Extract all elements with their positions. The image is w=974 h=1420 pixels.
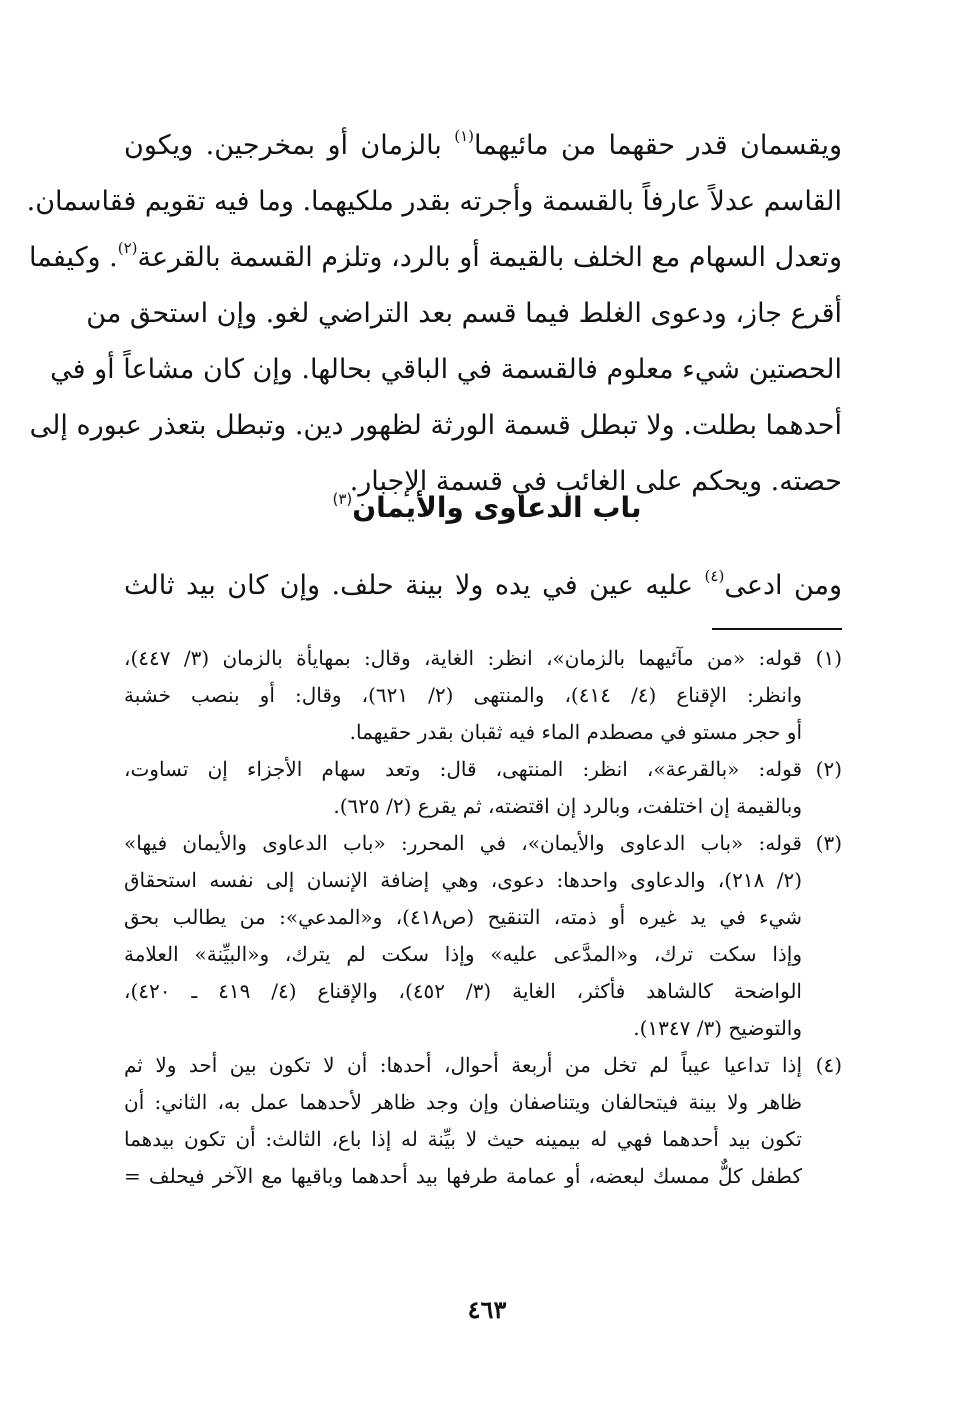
footnote-line: قوله: «باب الدعاوى والأيمان»، في المحرر: «باب الدعاوى والأيمان فيها»: [124, 831, 802, 855]
main-line-5: الحصتين شيء معلوم فالقسمة في الباقي بحالها. وإن كان مشاعاً أو في: [50, 354, 842, 385]
footnote-line: شيء في يد غيره أو ذمته، التنقيح (ص٤١٨)، و«المدعي»: من يطالب بحق: [124, 905, 803, 929]
footnote-marker-1: (١): [454, 127, 475, 145]
footnote-marker-3: (٣): [332, 490, 353, 508]
chapter-body: [124, 558, 842, 614]
footnote-4: [124, 1047, 842, 1195]
main-line-7: حصته. ويحكم على الغائب في قسمة الإجبار.: [349, 466, 842, 497]
footnote-line: إذا تداعيا عيباً لم تخل من أربعة أحوال، أحدها: أن لا تكون بين أحد ولا ثم: [124, 1053, 802, 1077]
chapter-line-1: ومن ادعى$^{(٤)}$ عليه عين في يده ولا بينة حلف. وإن كان بيد ثالث: [124, 567, 843, 601]
footnote-line: الواضحة كالشاهد فأكثر، الغاية (٣/ ٤٥٢)، والإقناع (٤/ ٤١٩ ـ ٤٢٠)،: [124, 979, 802, 1003]
footnote-line: والتوضيح (٣/ ١٣٤٧).: [633, 1016, 802, 1040]
chapter-title: باب الدعاوى والأيمان$^{(٣)}$: [332, 490, 642, 524]
footnote-3: [124, 825, 842, 1047]
footnote-line: (٢/ ٢١٨)، والدعاوى واحدها: دعوى، وهي إضافة الإنسان إلى نفسه استحقاق: [124, 868, 802, 892]
footnote-line: وانظر: الإقناع (٤/ ٤١٤)، والمنتهى (٢/ ٦٢١)، وقال: أو بنصب خشبة: [124, 683, 802, 707]
footnote-line: وإذا سكت ترك، و«المدَّعى عليه» وإذا سكت لم يترك، و«البيِّنة» العلامة: [124, 942, 802, 966]
footnote-marker-2: (٢): [117, 239, 138, 257]
footnote-number: (١): [815, 646, 842, 670]
main-line-3: وتعدل السهام مع الخلف بالقيمة أو بالرد، وتلزم القسمة بالقرعة$^{(٢)}$. وكيفما: [29, 239, 842, 273]
footnote-line: وبالقيمة إن اختلفت، وبالرد إن اقتضته، ثم يقرع (٢/ ٦٢٥).: [333, 794, 802, 818]
footnote-marker-4: (٤): [704, 567, 725, 585]
footnote-line: ظاهر ولا بينة فيتحالفان ويتناصفان وإن وجد ظاهر لأحدهما عمل به، الثاني: أن: [124, 1090, 802, 1114]
main-line-2: القاسم عدلاً عارفاً بالقسمة وأجرته بقدر ملكيهما. وما فيه تقويم فقاسمان.: [26, 186, 842, 217]
footnote-divider: [712, 628, 842, 630]
main-line-4: أقرع جاز، ودعوى الغلط فيما قسم بعد التراضي لغو. وإن استحق من: [86, 298, 842, 329]
main-line-1: ويقسمان قدر حقهما من مائيهما$^{(١)}$ بالزمان أو بمخرجين. ويكون: [124, 127, 843, 161]
page-number: ٤٦٣: [467, 1295, 507, 1324]
footnote-number: (٢): [815, 757, 842, 781]
footnotes: [124, 640, 842, 1195]
footnote-1: [124, 640, 842, 751]
footnote-number: (٣): [815, 831, 842, 855]
footnote-2: [124, 751, 842, 825]
main-text: [26, 118, 843, 510]
footnote-line: قوله: «بالقرعة»، انظر: المنتهى، قال: وتعد سهام الأجزاء إن تساوت،: [124, 757, 802, 781]
footnote-line: أو حجر مستو في مصطدم الماء فيه ثقبان بقدر حقيهما.: [349, 720, 802, 744]
footnote-line: كطفل كلٌّ ممسك لبعضه، أو عمامة طرفها بيد أحدهما وباقيها مع الآخر فيحلف =: [124, 1164, 802, 1188]
footnote-line: تكون بيد أحدهما فهي له بيمينه حيث لا بيِّنة له إذا باع، الثالث: أن تكون بيدهما: [124, 1127, 802, 1151]
footnote-line: قوله: «من مآئيهما بالزمان»، انظر: الغاية، وقال: بمهايأة بالزمان (٣/ ٤٤٧)،: [124, 646, 802, 670]
main-line-6: أحدهما بطلت. ولا تبطل قسمة الورثة لظهور دين. وتبطل بتعذر عبوره إلى: [29, 410, 842, 441]
footnote-number: (٤): [815, 1053, 842, 1077]
